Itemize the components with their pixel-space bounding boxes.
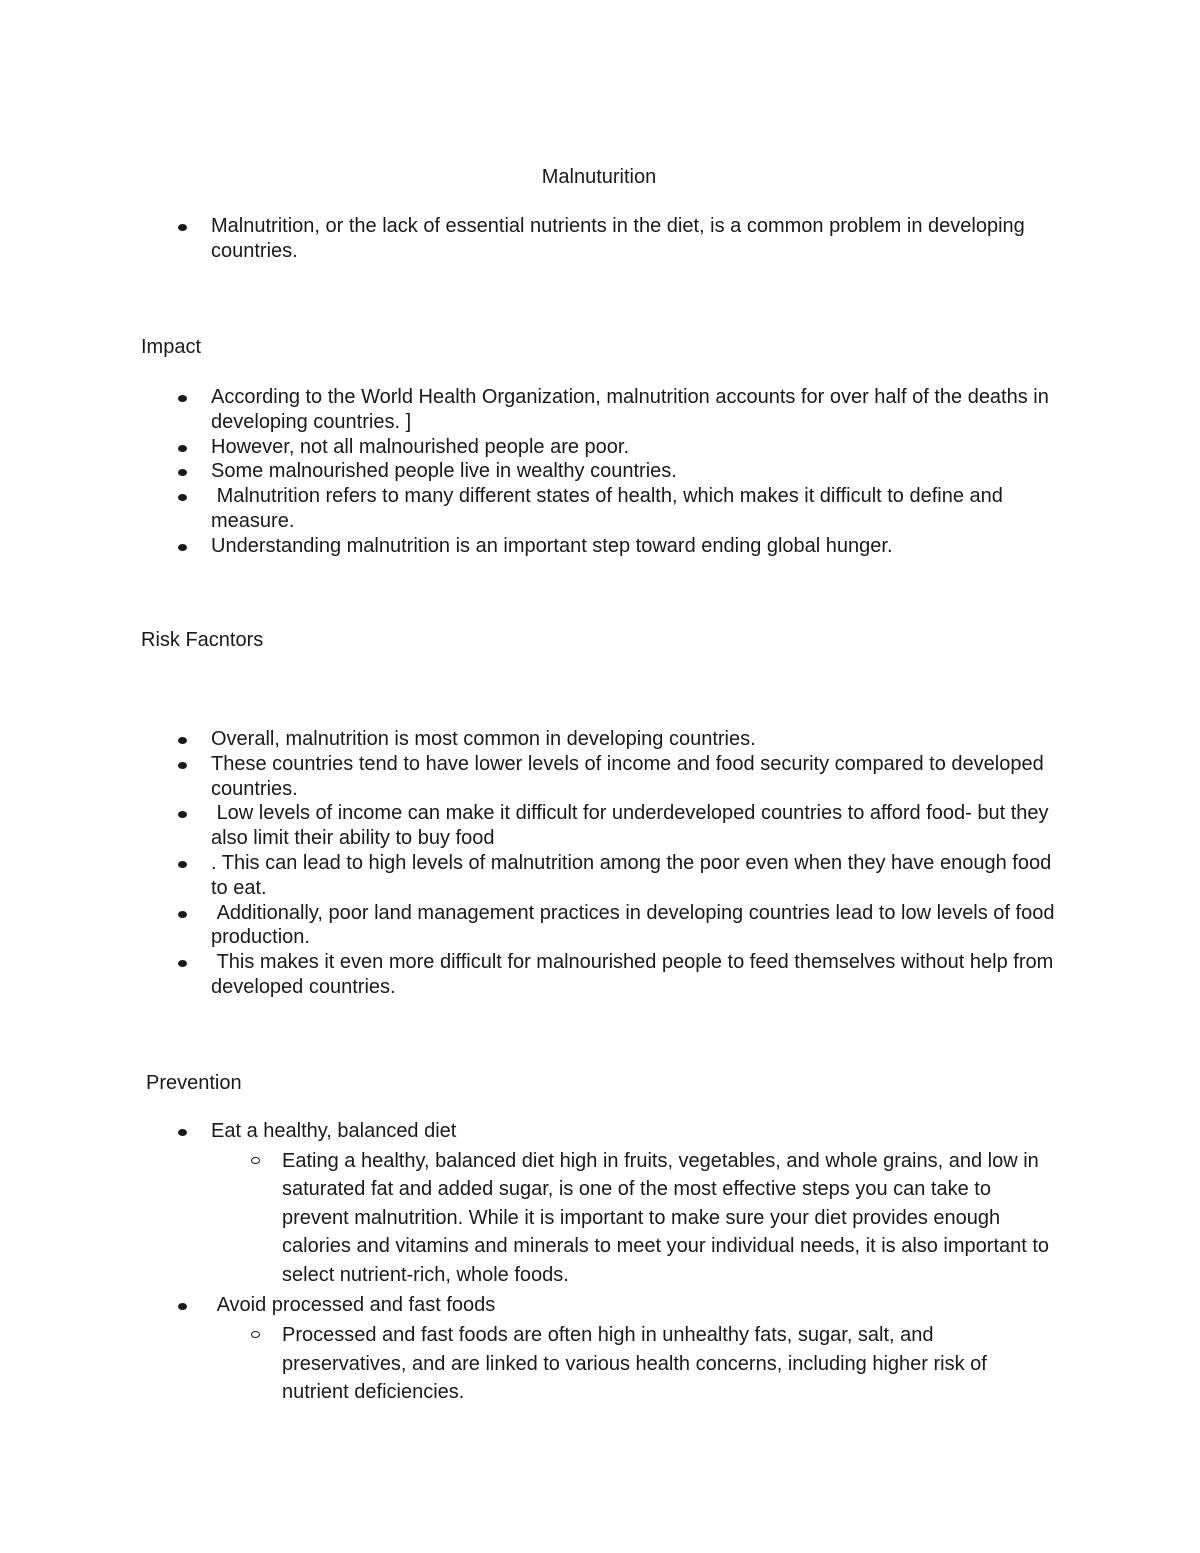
prevention-sublist [211,1147,1061,1290]
list-item [0,1293,1061,1406]
list-item: Understanding malnutrition is an important step toward ending global hunger. [0,534,1061,559]
list-item: According to the World Health Organization, malnutrition accounts for over half of the deaths in developing countries. ] [0,385,1061,435]
sublist-item: Processed and fast foods are often high in unhealthy fats, sugar, salt, and preservatives, and are linked to various health concerns, including higher risk of nutrient deficiencies. [282,1321,1052,1407]
section-heading-impact: Impact [141,336,202,358]
list-item: . This can lead to high levels of malnutrition among the poor even when they have enough food to eat. [0,851,1061,901]
list-item: This makes it even more difficult for malnourished people to feed themselves without help from developed countries. [0,950,1061,1000]
list-item: Malnutrition refers to many different states of health, which makes it difficult to define and measure. [0,484,1061,534]
list-item [0,1119,1061,1289]
list-item: Overall, malnutrition is most common in developing countries. [0,727,1061,752]
impact-list [0,385,1200,559]
sublist-item: Eating a healthy, balanced diet high in fruits, vegetables, and whole grains, and low in saturated fat and added sugar, is one of the most effective steps you can take to prevent malnutrition. While it is important to make sure your diet provides enough calories and vitamins and minerals to meet your individual needs, it is also important to select nutrient-rich, whole foods. [282,1147,1052,1290]
document-title: Malnuturition [541,166,657,188]
section-heading-risk-factors: Risk Facntors [141,629,264,651]
list-item: Additionally, poor land management practices in developing countries lead to low levels of food production. [0,901,1061,951]
list-item: Malnutrition, or the lack of essential nutrients in the diet, is a common problem in developing countries. [0,214,1061,264]
list-item: However, not all malnourished people are poor. [0,435,1061,460]
list-item: Some malnourished people live in wealthy countries. [0,459,1061,484]
list-item: These countries tend to have lower levels of income and food security compared to developed countries. [0,752,1061,802]
list-item: Low levels of income can make it difficult for underdeveloped countries to afford food- but they also limit their ability to buy food [0,801,1061,851]
risk-factors-list [0,727,1200,1000]
prevention-list [0,1119,1200,1411]
prevention-item-label: Eat a healthy, balanced diet [211,1120,457,1142]
section-heading-prevention: Prevention [146,1072,242,1094]
prevention-item-label: Avoid processed and fast foods [211,1294,496,1317]
intro-list [0,214,1200,264]
prevention-sublist [211,1321,1061,1407]
